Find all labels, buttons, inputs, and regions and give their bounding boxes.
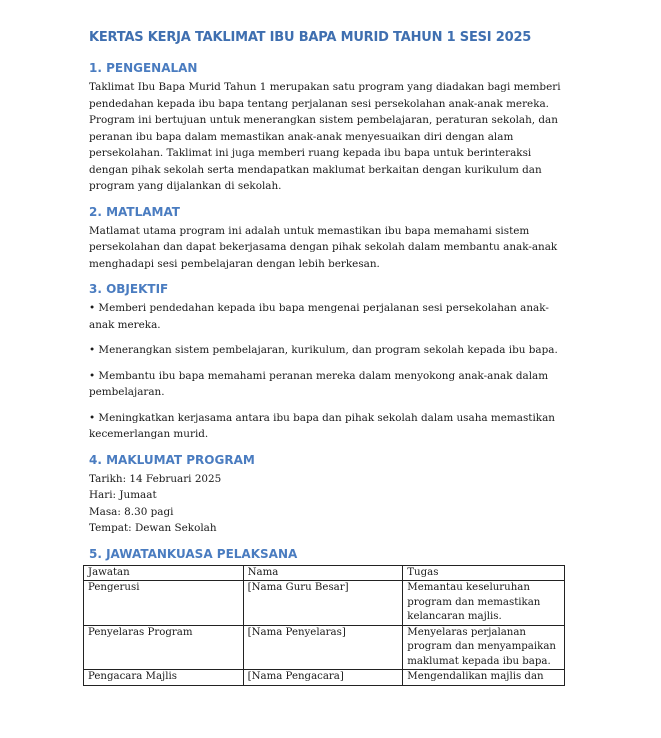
info-tempat: Tempat: Dewan Sekolah: [89, 522, 217, 534]
info-tarikh: Tarikh: 14 Februari 2025: [89, 472, 222, 485]
document-page: [89, 30, 567, 696]
table-row: [84, 581, 565, 626]
cell-tugas: Menyelaras perjalanan program dan menyampaikan maklumat kepada ibu bapa.: [403, 625, 565, 670]
info-hari: Hari: Jumaat: [89, 489, 157, 501]
cell-jawatan: Pengacara Majlis: [84, 670, 244, 686]
objektif-item: • Membantu ibu bapa memahami peranan mereka dalam menyokong anak-anak dalam pembelajaran.: [89, 369, 549, 398]
section-maklumat: [89, 453, 567, 537]
section-jawatankuasa: [89, 547, 567, 686]
cell-tugas: Memantau keseluruhan program dan memastikan kelancaran majlis.: [403, 581, 565, 626]
cell-nama: [Nama Pengacara]: [243, 670, 403, 686]
table-row: [84, 625, 565, 670]
cell-nama: [Nama Guru Besar]: [243, 581, 403, 626]
table-row: [84, 670, 565, 686]
header-nama: Nama: [243, 565, 403, 581]
committee-table: [83, 565, 565, 686]
info-masa: Masa: 8.30 pagi: [89, 505, 174, 518]
heading-matlamat: 2. MATLAMAT: [89, 204, 180, 219]
section-pengenalan: [89, 61, 567, 195]
section-matlamat: [89, 205, 567, 273]
paragraph-matlamat: Matlamat utama program ini adalah untuk memastikan ibu bapa memahami sistem persekolahan dan dapat bekerjasama dengan pihak sekolah dalam membantu anak-anak menghadapi sesi pembelajaran dengan lebih berkesan.: [89, 224, 558, 270]
objektif-item: • Meningkatkan kerjasama antara ibu bapa dan pihak sekolah dalam usaha memastikan kecemerlangan murid.: [89, 411, 555, 440]
header-tugas: Tugas: [403, 565, 565, 581]
heading-maklumat: 4. MAKLUMAT PROGRAM: [89, 452, 255, 467]
objektif-item: • Memberi pendedahan kepada ibu bapa mengenai perjalanan sesi persekolahan anak-anak mereka.: [89, 302, 549, 331]
document-title: KERTAS KERJA TAKLIMAT IBU BAPA MURID TAHUN 1 SESI 2025: [89, 30, 532, 45]
cell-jawatan: Pengerusi: [84, 581, 244, 626]
section-objektif: [89, 282, 567, 443]
cell-nama: [Nama Penyelaras]: [243, 625, 403, 670]
heading-pengenalan: 1. PENGENALAN: [89, 61, 198, 75]
cell-jawatan: Penyelaras Program: [84, 625, 244, 670]
heading-objektif: 3. OBJEKTIF: [89, 282, 169, 296]
table-header-row: [84, 565, 565, 581]
cell-tugas: Mengendalikan majlis dan: [403, 670, 565, 686]
header-jawatan: Jawatan: [84, 565, 244, 581]
objektif-item: • Menerangkan sistem pembelajaran, kurikulum, dan program sekolah kepada ibu bapa.: [89, 344, 558, 356]
paragraph-pengenalan: Taklimat Ibu Bapa Murid Tahun 1 merupakan satu program yang diadakan bagi memberi pendedahan kepada ibu bapa tentang perjalanan sesi persekolahan anak-anak mereka. Program ini bertujuan untuk menerangkan sistem pembelajaran, peraturan sekolah, dan peranan ibu bapa dalam memastikan anak-anak menyesuaikan diri dengan alam persekolahan. Taklimat ini juga memberi ruang kepada ibu bapa untuk berinteraksi dengan pihak sekolah serta mendapatkan maklumat berkaitan dengan kurikulum dan program yang dijalankan di sekolah.: [89, 81, 561, 192]
heading-jawatankuasa: 5. JAWATANKUASA PELAKSANA: [89, 546, 298, 561]
